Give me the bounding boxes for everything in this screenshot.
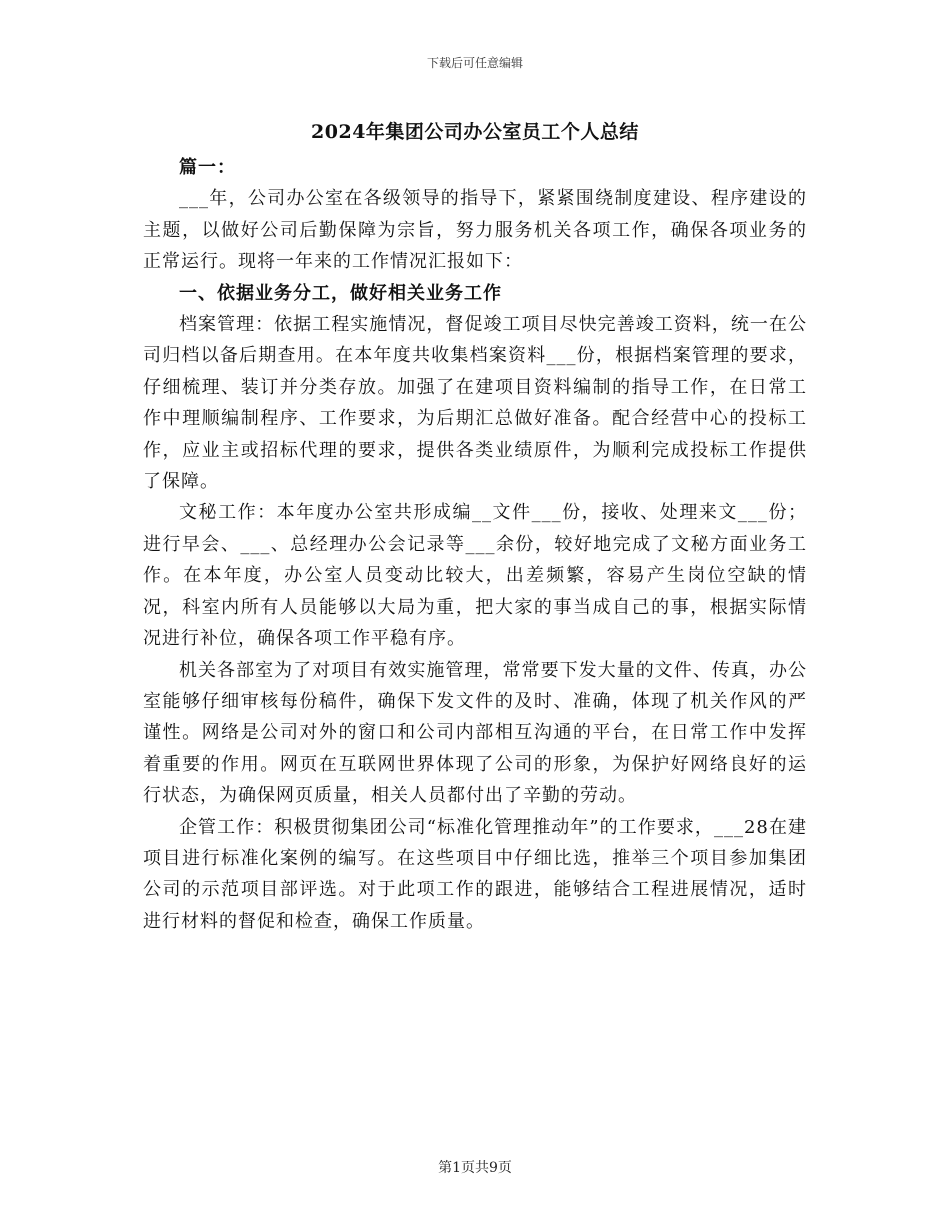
intro-paragraph: ___年，公司办公室在各级领导的指导下，紧紧围绕制度建设、程序建设的主题，以做好公司后勤保障为宗旨，努力服务机关各项工作，确保各项业务的正常运行。现将一年来的工作情况汇报如下： xyxy=(143,188,807,273)
secretarial-paragraph: 文秘工作：本年度办公室共形成编__文件___份，接收、处理来文___份；进行早会、___、总经理办公会记录等___余份，较好地完成了文秘方面业务工作。在本年度，办公室人员变动比较大，出差频繁，容易产生岗位空缺的情况，科室内所有人员能够以大局为重，把大家的事当成自己的事，根据实际情况进行补位，确保各项工作平稳有序。 xyxy=(143,502,807,650)
section-heading-1: 一、依据业务分工，做好相关业务工作 xyxy=(179,282,502,304)
page-footer-number: 第1页共9页 xyxy=(438,1160,512,1176)
part-heading: 篇一： xyxy=(179,157,236,178)
departments-paragraph: 机关各部室为了对项目有效实施管理，常常要下发大量的文件、传真，办公室能够仔细审核每份稿件，确保下发文件的及时、准确，体现了机关作风的严谨性。网络是公司对外的窗口和公司内部相互沟通的平台，在日常工作中发挥着重要的作用。网页在互联网世界体现了公司的形象，为保护好网络良好的运行状态，为确保网页质量，相关人员都付出了辛勤的劳动。 xyxy=(143,659,807,807)
archives-paragraph: 档案管理：依据工程实施情况，督促竣工项目尽快完善竣工资料，统一在公司归档以备后期查用。在本年度共收集档案资料___份，根据档案管理的要求，仔细梳理、装订并分类存放。加强了在建项目资料编制的指导工作，在日常工作中理顺编制程序、工作要求，为后期汇总做好准备。配合经营中心的投标工作，应业主或招标代理的要求，提供各类业绩原件，为顺利完成投标工作提供了保障。 xyxy=(143,314,807,493)
page-header-note: 下载后可任意编辑 xyxy=(426,56,523,70)
document-title: 2024年集团公司办公室员工个人总结 xyxy=(311,121,639,143)
management-paragraph: 企管工作：积极贯彻集团公司“标准化管理推动年”的工作要求，___28在建项目进行标准化案例的编写。在这些项目中仔细比选，推举三个项目参加集团公司的示范项目部评选。对于此项工作的跟进，能够结合工程进展情况，适时进行材料的督促和检查，确保工作质量。 xyxy=(143,816,807,932)
document-body xyxy=(143,152,807,937)
